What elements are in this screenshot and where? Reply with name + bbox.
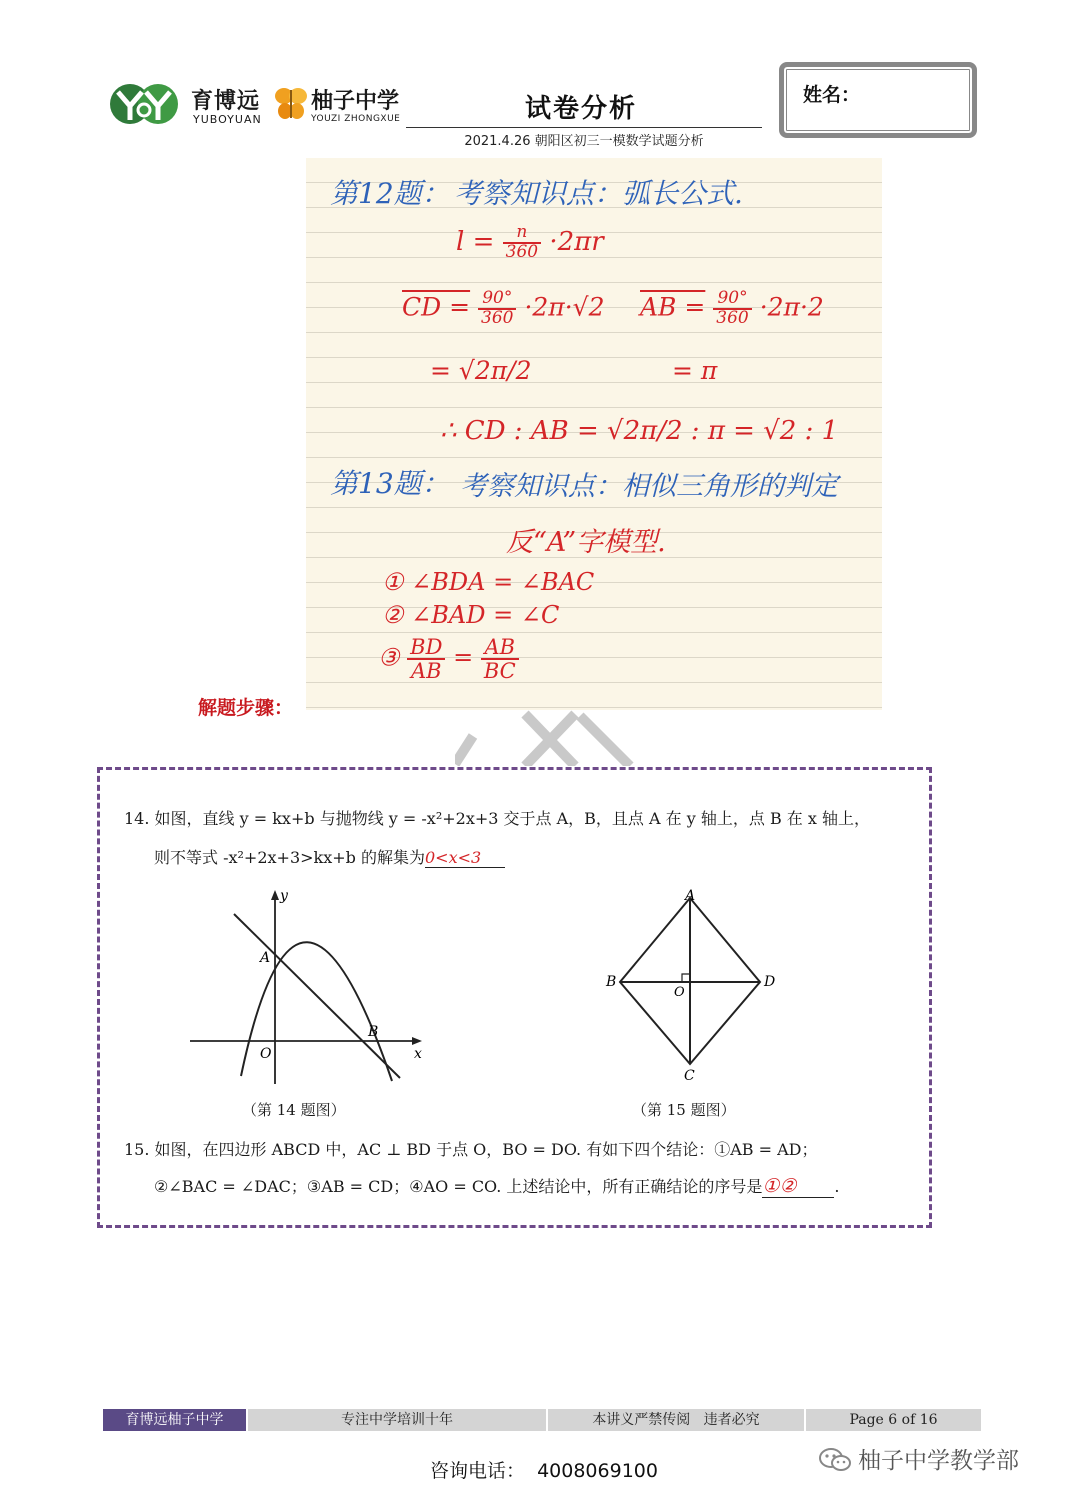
label-B: B [606, 974, 617, 990]
right-angle-mark [682, 974, 690, 982]
label-D: D [764, 974, 776, 990]
line-kx-b [234, 914, 400, 1078]
q14-line2-text: 则不等式 -x²+2x+3>kx+b 的解集为 [154, 848, 425, 867]
q12-topic-text: 考察知识点：弧长公式. [454, 177, 743, 210]
q12-topic [454, 172, 743, 212]
q15-line2: ②∠BAC = ∠DAC；③AB = CD；④AO = CO. 上述结论中，所有正确结论的序号是①② . [154, 1175, 840, 1197]
logo-chinese-name: 育博远 [191, 89, 261, 114]
label-B: B [368, 1024, 379, 1040]
q13-topic: 考察知识点：相似三角形的判定 [460, 471, 838, 502]
wechat-account-name: 柚子中学教学部 [858, 1448, 1019, 1474]
formula-fraction: $\frac{n}{360}$ [503, 224, 541, 262]
ab-arc-calc: AB = $\frac{90^\circ}{360}$ ·2π·2 [640, 288, 824, 328]
youzi-butterfly-logo-icon [274, 84, 308, 122]
figure-15-caption: （第 15 题图） [632, 1101, 736, 1119]
label-x: x [414, 1046, 422, 1062]
q14-answer: 0<x<3 [425, 848, 505, 868]
arc-length-formula [456, 224, 604, 262]
handwritten-notes [306, 158, 882, 710]
page-subtitle: 2021.4.26 朝阳区初三一模数学试题分析 [464, 134, 704, 149]
cd-arc-calc: CD = $\frac{90^\circ}{360}$ ·2π·√2 [402, 288, 605, 328]
q15-answer: ①② [762, 1175, 834, 1198]
q12-heading: 第12题： [330, 177, 450, 210]
page-title: 试卷分析 [524, 94, 637, 124]
title-divider [406, 127, 762, 128]
footer-page-number: Page 6 of 16 [806, 1409, 981, 1431]
q13-heading: 第13题： [330, 467, 450, 500]
watermark-icon [455, 706, 645, 766]
figure-14-caption: （第 14 题图） [242, 1101, 346, 1119]
label-C: C [684, 1068, 695, 1084]
footer-slogan: 专注中学培训十年 [248, 1409, 546, 1431]
footer-notice: 本讲义严禁传阅 违者必究 [548, 1409, 804, 1431]
ratio-line: ∴ CD : AB = √2π/2 : π = √2 : 1 [440, 416, 839, 446]
logo2-english-name: YOUZI ZHONGXUE [311, 114, 401, 124]
solution-steps-label: 解题步骤： [198, 697, 294, 719]
logo-english-name: YUBOYUAN [193, 113, 262, 126]
formula-tail: ·2πr [549, 226, 604, 257]
label-O: O [674, 985, 685, 1000]
q15-line2-text: ②∠BAC = ∠DAC；③AB = CD；④AO = CO. 上述结论中，所有正确结论的序号是 [154, 1177, 763, 1196]
formula-lhs: l = [456, 226, 495, 257]
footer-brand: 育博远柚子中学 [103, 1409, 246, 1431]
label-A: A [685, 888, 696, 904]
figure-15-quadrilateral [600, 886, 780, 1086]
consult-phone: 咨询电话： 4008069100 [430, 1460, 658, 1482]
name-label: 姓名： [803, 84, 861, 106]
q14-line1: 14. 如图，直线 y = kx+b 与抛物线 y = -x²+2x+3 交于点 A，B，且点 A 在 y 轴上，点 B 在 x 轴上， [124, 809, 870, 828]
q15-line1: 15. 如图，在四边形 ABCD 中，AC ⊥ BD 于点 O，BO = DO. 有如下四个结论：①AB = AD； [124, 1140, 818, 1159]
figure-14-graph [186, 886, 426, 1086]
label-O: O [260, 1046, 272, 1062]
cd-result: = √2π/2 [430, 356, 532, 385]
label-y: y [280, 888, 288, 904]
logo2-chinese-name: 柚子中学 [311, 89, 400, 114]
condition-1: ① ∠BDA = ∠BAC [382, 568, 595, 596]
label-A: A [260, 950, 271, 966]
condition-2: ② ∠BAD = ∠C [382, 601, 560, 629]
condition-3: ③ $\frac{BD}{AB}$ = $\frac{AB}{BC}$ [378, 636, 519, 682]
q14-line2 [154, 845, 505, 868]
yuboyuan-logo-icon [108, 80, 186, 128]
q13-model: 反“A”字模型. [506, 527, 666, 558]
wechat-icon [818, 1446, 852, 1474]
ab-result: = π [672, 356, 718, 385]
